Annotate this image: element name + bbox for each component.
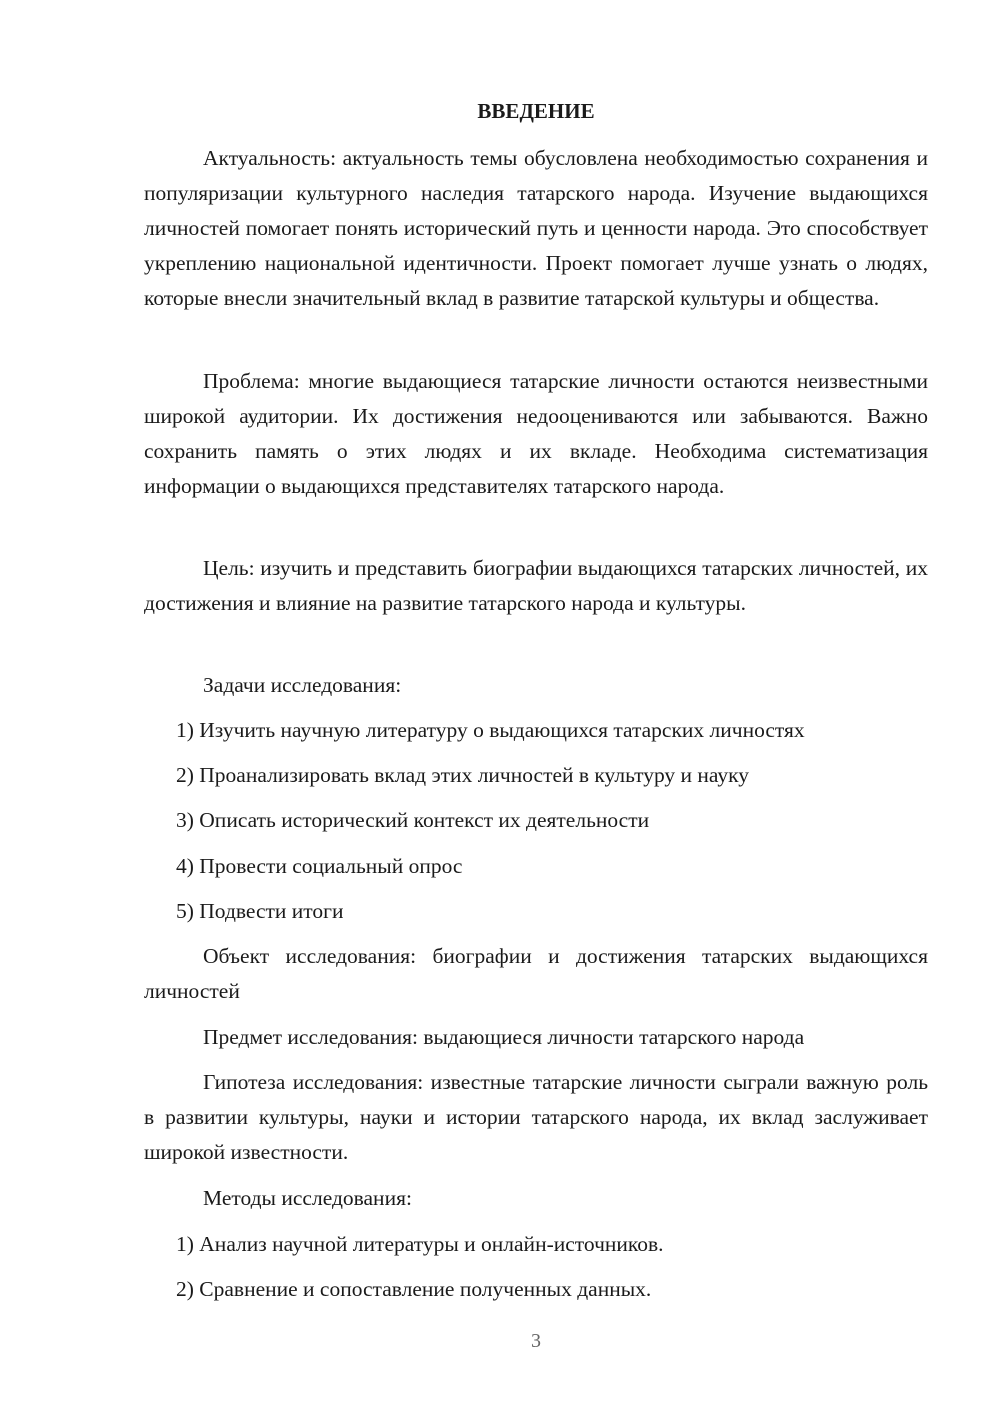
paragraph-relevance: Актуальность: актуальность темы обусловлена необходимостью сохранения и популяризации культурного наследия татарского народа. Изучение выдающихся личностей помогает понять исторический путь и ценности народа. Это способствует укреплению национальной идентичности. Проект помогает лучше узнать о людях, которые внесли значительный вклад в развитие татарской культуры и общества. (144, 146, 928, 310)
paragraph-hypothesis: Гипотеза исследования: известные татарские личности сыграли важную роль в развитии культуры, науки и истории татарского народа, их вклад заслуживает широкой известности. (144, 1070, 928, 1164)
task-item: 4) Провести социальный опрос (176, 854, 463, 878)
task-item: 3) Описать исторический контекст их деятельности (176, 808, 650, 832)
method-item: 2) Сравнение и сопоставление полученных данных. (176, 1277, 652, 1301)
paragraph-object: Объект исследования: биографии и достижения татарских выдающихся личностей (144, 944, 928, 1003)
task-item: 2) Проанализировать вклад этих личностей в культуру и науку (176, 763, 750, 787)
paragraph-goal: Цель: изучить и представить биографии выдающихся татарских личностей, их достижения и влияние на развитие татарского народа и культуры. (144, 556, 928, 615)
page-number: 3 (531, 1330, 541, 1352)
tasks-title: Задачи исследования: (203, 673, 402, 697)
methods-title: Методы исследования: (203, 1186, 412, 1210)
task-item: 5) Подвести итоги (176, 899, 344, 923)
task-item: 1) Изучить научную литературу о выдающихся татарских личностях (176, 718, 805, 742)
method-item: 1) Анализ научной литературы и онлайн-источников. (176, 1232, 664, 1256)
paragraph-problem: Проблема: многие выдающиеся татарские личности остаются неизвестными широкой аудитории. Их достижения недооцениваются или забываются. Важно сохранить память о этих людях и их вкладе. Необходима систематизация информации о выдающихся представителях татарского народа. (144, 369, 928, 498)
paragraph-subject: Предмет исследования: выдающиеся личности татарского народа (203, 1025, 805, 1049)
section-heading: ВВЕДЕНИЕ (477, 99, 595, 123)
